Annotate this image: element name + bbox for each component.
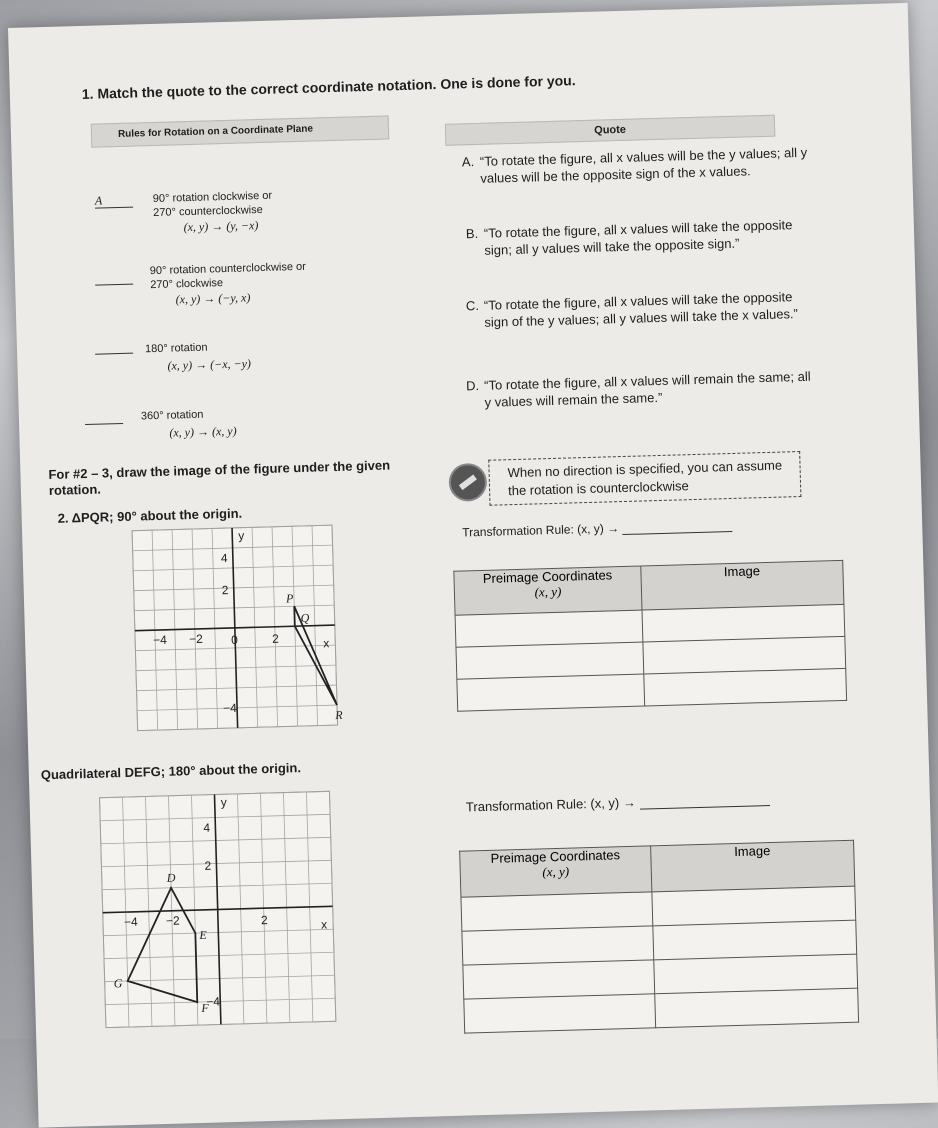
vertex-label-E: E — [199, 927, 207, 943]
y-axis-label: y — [220, 795, 227, 810]
table-cell[interactable] — [654, 954, 858, 994]
tick-label: 2 — [204, 858, 212, 873]
quote-a — [461, 144, 811, 187]
problem-3-col-preimage — [460, 846, 652, 897]
table-cell[interactable] — [463, 960, 655, 999]
problem-3-col-image: Image — [651, 840, 855, 892]
rule-2-line2: 270° clockwise — [150, 277, 224, 292]
table-cell[interactable] — [461, 892, 653, 931]
rule-1-line1: 90° rotation clockwise or — [152, 189, 273, 206]
problem-2-col1-sub: (x, y) — [534, 583, 562, 600]
tick-label: 4 — [220, 551, 228, 566]
tick-label: −4 — [206, 994, 221, 1009]
tick-label: −2 — [188, 631, 204, 647]
vertex-label-R: R — [335, 707, 343, 723]
rule-1-notation: (x, y) → (y, −x) — [183, 218, 259, 235]
tick-label: 4 — [203, 820, 211, 835]
problem-3-label: Quadrilateral DEFG; 180° about the origin. — [40, 760, 302, 783]
vertex-label-F: F — [201, 1000, 209, 1015]
tick-label: 2 — [271, 631, 280, 646]
rule-4-line1: 360° rotation — [140, 408, 204, 423]
table-cell[interactable] — [652, 886, 856, 926]
problem-2-col-preimage — [454, 566, 642, 615]
quote-d-letter: D. — [465, 377, 480, 394]
problem-2-col1-label: Preimage Coordinates — [482, 567, 613, 586]
problem-3-rule-blank[interactable] — [639, 793, 769, 810]
table-cell[interactable] — [455, 610, 643, 647]
table-cell[interactable] — [456, 642, 644, 679]
tick-label: 2 — [221, 583, 229, 598]
quote-c — [465, 288, 815, 331]
tick-label: 0 — [230, 632, 239, 648]
table-cell[interactable] — [457, 674, 645, 711]
rule-3-notation: (x, y) → (−x, −y) — [167, 356, 252, 373]
table-cell[interactable] — [644, 668, 847, 706]
answer-blank-4[interactable] — [85, 409, 123, 425]
rule-4-notation: (x, y) → (x, y) — [169, 423, 237, 440]
problem-2-rule-text: Transformation Rule: (x, y) → — [462, 521, 620, 540]
rule-1-line2: 270° counterclockwise — [153, 203, 263, 220]
problem-3-table — [459, 840, 859, 1034]
tick-label: −4 — [222, 700, 237, 716]
answer-blank-2[interactable] — [95, 270, 133, 286]
tick-label: 2 — [260, 913, 268, 928]
quote-d-text: “To rotate the figure, all x values will remain the same; all y values will remain the same.” — [483, 368, 811, 410]
rule-2-notation: (x, y) → (−y, x) — [175, 290, 251, 307]
problem-3-rule-text: Transformation Rule: (x, y) → — [465, 794, 637, 815]
x-axis-label: x — [323, 636, 330, 651]
grid-defg — [100, 791, 336, 1027]
question-1-title: 1. Match the quote to the correct coordinate notation. One is done for you. — [81, 72, 576, 102]
tick-label: −4 — [123, 914, 138, 930]
table-cell[interactable] — [464, 994, 656, 1033]
problem-3-rule — [466, 791, 770, 814]
graph-defg — [100, 791, 336, 1027]
table-cell[interactable] — [655, 988, 859, 1028]
vertex-label-P: P — [285, 591, 294, 606]
rules-header: Rules for Rotation on a Coordinate Plane — [91, 115, 390, 147]
quote-a-letter: A. — [461, 154, 475, 170]
tick-label: −2 — [165, 913, 180, 928]
note-box: When no direction is specified, you can assume the rotation is counterclockwise — [488, 451, 801, 506]
quote-c-letter: C. — [465, 297, 480, 314]
problem-2-rule — [462, 518, 733, 540]
rule-2-line1: 90° rotation counterclockwise or — [149, 260, 306, 278]
quote-d — [465, 368, 815, 411]
vertex-label-D: D — [166, 870, 176, 885]
graph-pqr — [132, 525, 343, 731]
problem-2-table — [453, 560, 847, 712]
rule-3-line1: 180° rotation — [144, 341, 208, 356]
vertex-label-Q: Q — [300, 610, 310, 626]
quote-b — [465, 216, 815, 259]
quote-b-text: “To rotate the figure, all x values will take the opposite sign; all y values will take the opposite sign.” — [483, 217, 793, 258]
problem-2-col-image: Image — [641, 560, 844, 610]
quote-header: Quote — [445, 115, 775, 146]
worksheet-page — [8, 3, 938, 1128]
quote-c-text: “To rotate the figure, all x values will take the opposite sign of the y values; all y values will take the x values.” — [483, 289, 799, 330]
pencil-icon — [448, 463, 487, 502]
y-axis-label: y — [238, 528, 245, 543]
table-cell[interactable] — [653, 920, 857, 960]
problem-2-label: 2. ΔPQR; 90° about the origin. — [57, 505, 243, 526]
problem-3-col1-sub: (x, y) — [542, 863, 570, 880]
tick-label: −4 — [152, 632, 168, 648]
quote-a-text: “To rotate the figure, all x values will be the y values; all y values will be the opposite sign of the x values. — [479, 144, 808, 186]
instructions: For #2 – 3, draw the image of the figure under the given rotation. — [48, 457, 391, 499]
vertex-label-G: G — [113, 976, 123, 991]
table-cell[interactable] — [462, 926, 654, 965]
x-axis-label: x — [320, 917, 328, 932]
answer-blank-3[interactable] — [95, 339, 133, 355]
quote-b-letter: B. — [465, 225, 479, 242]
grid-pqr — [132, 525, 344, 731]
answer-blank-1[interactable]: A — [95, 193, 133, 209]
problem-3-col1-label: Preimage Coordinates — [490, 847, 621, 866]
problem-2-rule-blank[interactable] — [622, 519, 732, 535]
